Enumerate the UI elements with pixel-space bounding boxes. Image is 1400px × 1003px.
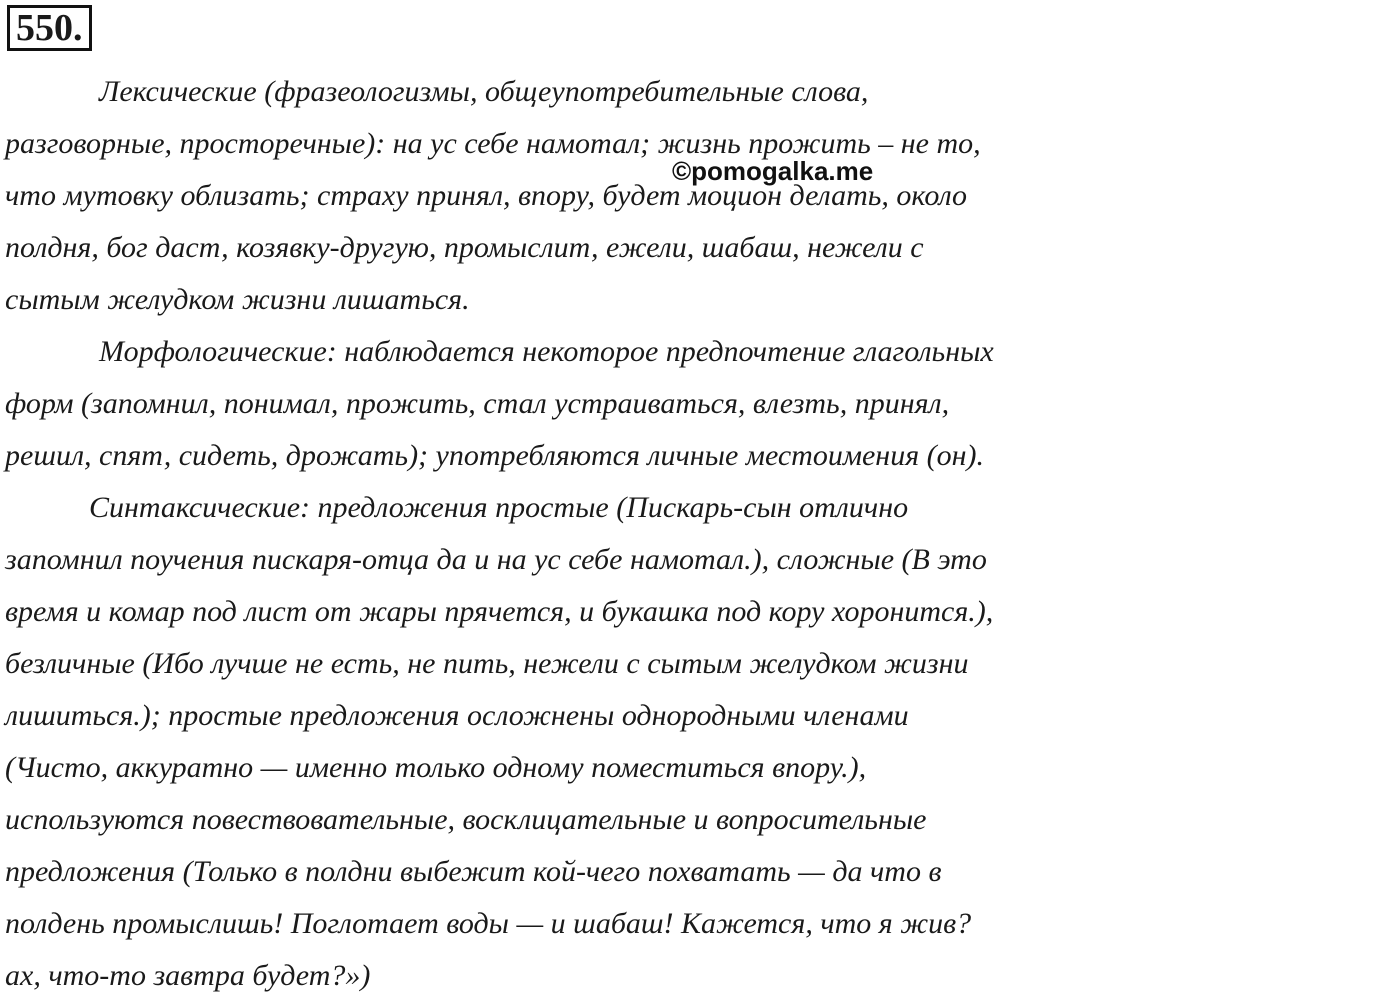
text-line: полдень промыслишь! Поглотает воды — и шабаш! Кажется, что я жив? xyxy=(5,907,972,940)
text-line: ах, что-то завтра будет?») xyxy=(5,959,371,992)
text-line: лишиться.); простые предложения осложнены однородными членами xyxy=(5,699,909,732)
text-line: сытым желудком жизни лишаться. xyxy=(5,283,470,316)
watermark: ©pomogalka.me xyxy=(672,156,874,186)
text-line: (Чисто, аккуратно — именно только одному поместиться впору.), xyxy=(5,751,867,784)
text-line: Синтаксические: предложения простые (Пискарь-сын отлично xyxy=(89,491,909,524)
text-line: форм (запомнил, понимал, прожить, стал устраиваться, влезть, принял, xyxy=(5,387,950,420)
text-line: Морфологические: наблюдается некоторое предпочтение глагольных xyxy=(99,335,994,368)
text-line: время и комар под лист от жары прячется, и букашка под кору хоронится.), xyxy=(5,595,994,628)
text-line: предложения (Только в полдни выбежит кой-чего похватать — да что в xyxy=(5,855,942,888)
text-line: решил, спят, сидеть, дрожать); употребляются личные местоимения (он). xyxy=(5,439,984,472)
text-line: безличные (Ибо лучше не есть, не пить, нежели с сытым желудком жизни xyxy=(5,647,969,680)
text-line: полдня, бог даст, козявку-другую, промыслит, ежели, шабаш, нежели с xyxy=(5,231,924,264)
text-line: Лексические (фразеологизмы, общеупотребительные слова, xyxy=(99,75,869,108)
text-line: используются повествовательные, восклицательные и вопросительные xyxy=(5,803,927,836)
text-line: что мутовку облизать; страху принял, впору, будет моцион делать, около xyxy=(5,179,968,212)
text-line: разговорные, просторечные): на ус себе намотал; жизнь прожить – не то, xyxy=(5,127,981,160)
text-line: запомнил поучения пискаря-отца да и на ус себе намотал.), сложные (В это xyxy=(5,543,987,576)
exercise-number: 550. xyxy=(7,5,92,51)
answer-text xyxy=(5,66,1400,1002)
